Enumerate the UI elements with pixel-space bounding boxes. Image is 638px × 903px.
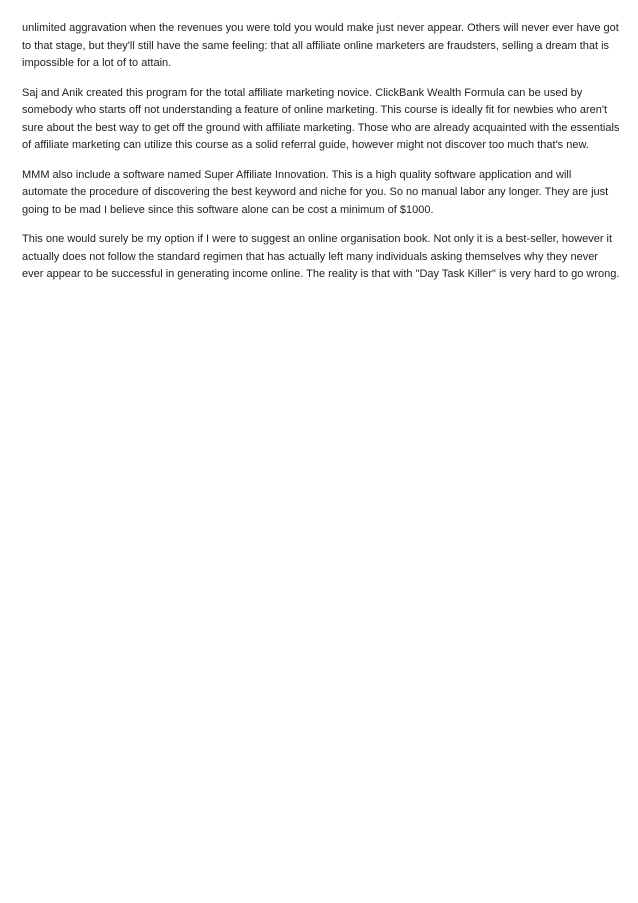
paragraph: Saj and Anik created this program for the total affiliate marketing novice. ClickBank Wealth Formula can be used by somebody who starts off not understanding a feature of online marketing. This course is ideally fit for newbies who aren't sure about the best way to get off the ground with affiliate marketing. Those who are already acquainted with the essentials of affiliate marketing can utilize this course as a solid referral guide, however might not discover too much that's new. xyxy=(22,86,620,151)
paragraph: This one would surely be my option if I were to suggest an online organisation book. Not only it is a best-seller, however it actually does not follow the standard regimen that has actually left many individuals asking themselves why they never ever appear to be successful in generating income online. The reality is that with "Day Task Killer" is very hard to go wrong. xyxy=(22,233,620,280)
document-body xyxy=(22,20,620,296)
paragraph: unlimited aggravation when the revenues you were told you would make just never appear. Others will never ever have got to that stage, but they'll still have the same feeling: that all affiliate online marketers are fraudsters, selling a dream that is impossible for a lot of to attain. xyxy=(22,22,619,69)
paragraph: MMM also include a software named Super Affiliate Innovation. This is a high quality software application and will automate the procedure of discovering the best keyword and niche for you. So no manual labor any longer. They are just going to be mad I believe since this software alone can be cost a minimum of $1000. xyxy=(22,168,609,216)
